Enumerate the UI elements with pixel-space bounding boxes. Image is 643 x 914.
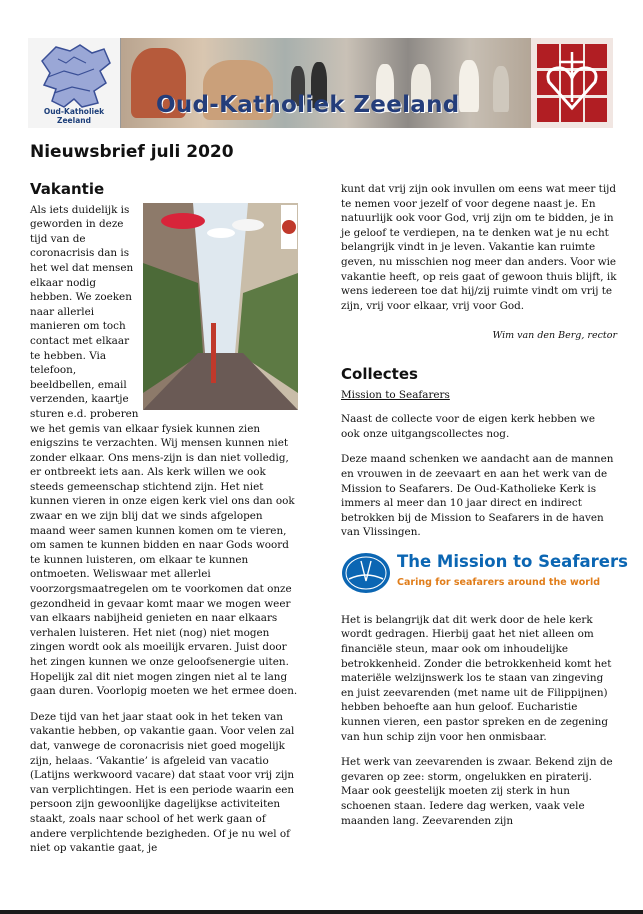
street-scene-icon (143, 203, 298, 410)
page-title: Nieuwsbrief juli 2020 (30, 142, 234, 162)
cross-heart-icon (535, 42, 609, 124)
vakantie-paragraph: kunt dat vrij zijn ook invullen om eens wat meer tijd te nemen voor jezelf of voor degene naast je. En natuurlijk ook voor God, vrij zijn om te bidden, je in je geloof te verdiepen, na te denken wat je nu echt belangrijk vindt in je leven. Vakantie kan ruimte geven, nu misschien nog meer dan anders. Voor wie vakantie heeft, op reis gaat of gewoon thuis blijft, ik wens iedereen toe dat hij/zij ruimte vindt om vrij te zijn, vrij voor elkaar, vrij voor God. (341, 183, 617, 312)
zeeland-map-logo (28, 38, 121, 128)
collectes-paragraph: Het werk van zeevarenden is zwaar. Bekend zijn de gevaren op zee: storm, ongelukken en piraterij. Maar ook geestelijk moeten zij sterk in hun schoenen staan. Iedere dag werken, vaak vele maanden lang. Zeevarenden zijn (341, 756, 613, 827)
mission-to-seafarers-logo (341, 551, 628, 595)
seafarers-globe-icon (341, 551, 391, 595)
vakantie-paragraph: Als iets duidelijk is geworden in deze tijd van de coronacrisis dan is het wel dat mensen elkaar nodig hebben. We zoeken naar allerlei manieren om toch contact met elkaar te hebben. Via telefoon, beeldbellen, email verzenden, kaartje sturen e.d. proberen we het gemis van elkaar fysiek kunnen zien enigszins te verzachten. Wij mensen kunnen niet zonder elkaar. Ons mens-zijn is dan niet volledig, er ontbreekt iets aan. Als kerk willen we ook steeds gemeenschap stichtend zijn. Het niet kunnen vieren in onze eigen kerk viel ons dan ook zwaar en we zijn blij dat we sinds afgelopen maand weer samen kunnen komen om te vieren, om samen te kunnen bidden en naar Gods woord te kunnen luisteren, om elkaar te kunnen ontmoeten. Weliswaar met allerlei voorzorgsmaatregelen om te voorkomen dat onze gezondheid in gevaar komt maar we mogen weer van elkaars nabijheid genieten en naar elkaars verhalen luisteren. Het niet (nog) niet mogen zingen wordt ook als moeilijk ervaren. Juist door het zingen kunnen we onze geloofsenergie uiten. Hopelijk zal dit niet mogen zingen niet al te lang gaan duren. Voorlopig moeten we het ermee doen. (30, 203, 298, 698)
priest-figure (459, 60, 479, 112)
mission-to-seafarers-link[interactable]: Mission to Seafarers (341, 388, 450, 401)
banner (28, 38, 613, 128)
collectes-paragraph: Naast de collecte voor de eigen kerk hebben we ook onze uitgangscollectes nog. (341, 413, 596, 440)
logo-caption: Oud-Katholiek Zeeland (43, 107, 105, 125)
right-column (341, 182, 628, 839)
bottom-edge (0, 910, 643, 914)
person-figure (493, 66, 509, 112)
cross-heart-logo (531, 38, 613, 128)
mts-subtitle: Caring for seafarers around the world (397, 576, 601, 588)
vakantie-heading: Vakantie (30, 180, 105, 198)
collectes-paragraph: Het is belangrijk dat dit werk door de hele kerk wordt gedragen. Hierbij gaat het niet alleen om financiële steun, maar ook om inhoudelijke betrokkenheid. Zonder die betrokkenheid komt het materiële welzijnswerk los te staan van zingeving en juist zeevarenden (met name uit de Filippijnen) hebben behoefte aan hun geloof. Eucharistie kunnen vieren, een pastor spreken en de zegening van hun schip zijn voor hen onmisbaar. (341, 613, 612, 743)
zeeland-map-icon (34, 41, 114, 113)
street-photo (143, 203, 298, 410)
collectes-heading: Collectes (341, 364, 418, 383)
collectes-paragraph: Deze maand schenken we aandacht aan de mannen en vrouwen in de zeevaart en aan het werk van de Mission to Seafarers. De Oud-Katholieke Kerk is immers al meer dan 10 jaar direct en indirect betrokken bij de Mission to Seafarers in de haven van Vlissingen. (341, 453, 614, 539)
left-column (30, 182, 298, 867)
banner-title: Oud-Katholiek Zeeland (156, 92, 460, 118)
vakantie-paragraph: Deze tijd van het jaar staat ook in het teken van vakantie hebben, op vakantie gaan. Voor velen zal dat, vanwege de coronacrisis niet goed mogelijk zijn, helaas. ‘Vakantie’ is afgeleid van vacatio (Latijns werkwoord vacare) dat staat voor vrij zijn van verplichtingen. Het is een periode waarin een persoon zijn gewoonlijke dagelijkse activiteiten staakt, zoals naar school of het werk gaan of andere verplichtende bezigheden. Of je nu wel of niet op vakantie gaat, je (30, 710, 295, 855)
signature: Wim van den Berg, rector (492, 330, 617, 342)
mts-title: The Mission to Seafarers (397, 551, 628, 571)
